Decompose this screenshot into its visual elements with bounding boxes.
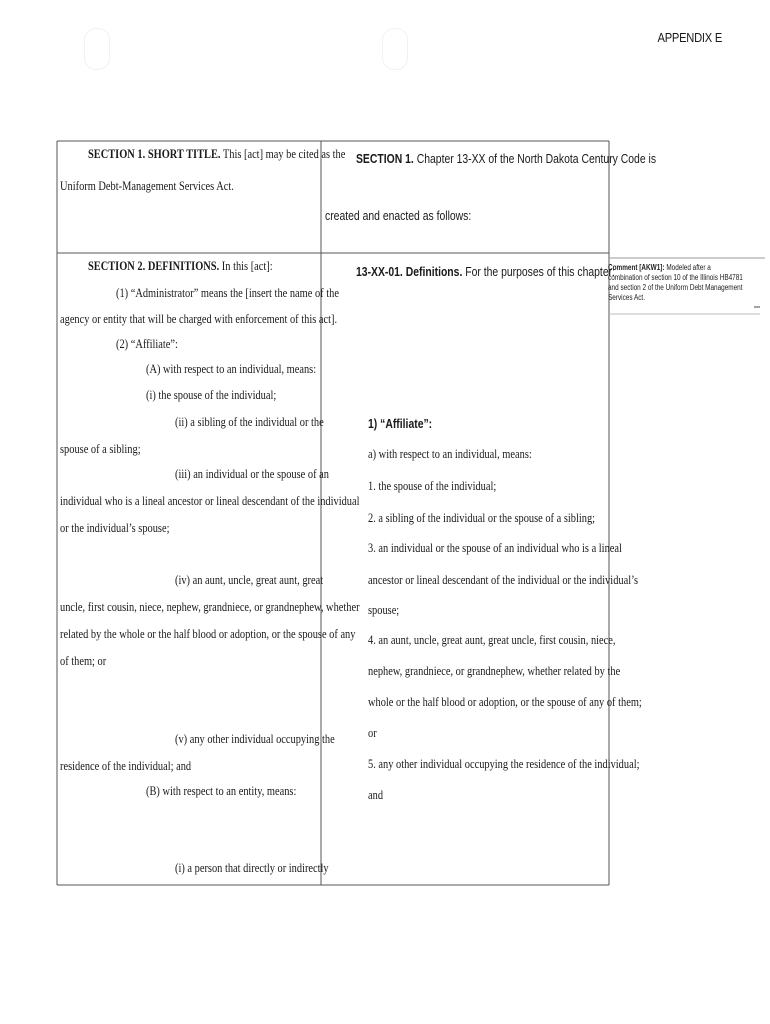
left-section1-heading: SECTION 1. SHORT TITLE. [88,146,221,161]
left-section1-line [88,146,345,161]
def2A-ii-line-a: (ii) a sibling of the individual or the [175,414,324,429]
def2A-iii-line-b: individual who is a lineal ancestor or lineal descendant of the individual [60,493,360,508]
right-item-3-line-a: 3. an individual or the spouse of an individual who is a lineal [368,540,622,555]
left-section2-text: In this [act]: [221,258,273,273]
left-section1-text-cont: Uniform Debt-Management Services Act. [60,178,234,193]
review-comment[interactable] [606,260,756,314]
def2A-i-line: (i) the spouse of the individual; [146,387,277,402]
right-definitions-heading: 13-XX-01. Definitions. [356,264,463,279]
right-item-3-line-c: spouse; [368,602,400,617]
appendix-label: APPENDIX E [657,30,722,45]
def2A-iv-line-d: of them; or [60,653,107,668]
right-section1-heading: SECTION 1. [356,151,414,166]
right-item-3-line-b: ancestor or lineal descendant of the individual or the individual’s [368,572,639,587]
comment-text-c: and section 2 of the Uniform Debt Management [608,283,743,292]
right-section1-text: Chapter 13-XX of the North Dakota Century Code is [416,151,657,166]
def2A-iv-line-c: related by the whole or the half blood or adoption, or the spouse of any [60,626,356,641]
def2-line: (2) “Affiliate”: [116,336,178,351]
right-affiliate-heading: 1) “Affiliate”: [368,416,433,431]
right-item-4-line-d: or [368,725,377,740]
def2A-ii-line-b: spouse of a sibling; [60,441,141,456]
def2A-iii-line-a: (iii) an individual or the spouse of an [175,466,329,481]
comment-text-b: combination of section 10 of the Illinois HB4781 [608,273,743,282]
right-item-4-line-b: nephew, grandniece, or grandnephew, whether related by the [368,663,621,678]
right-section1-line [356,151,656,166]
right-item-and: and [368,787,384,802]
def2A-iv-line-a: (iv) an aunt, uncle, great aunt, great [175,572,324,587]
left-section2-heading: SECTION 2. DEFINITIONS. [88,258,220,273]
def2A-iii-line-c: or the individual’s spouse; [60,520,170,535]
def2A-v-line-a: (v) any other individual occupying the [175,731,335,746]
def2A-line: (A) with respect to an individual, means: [146,361,317,376]
comment-text-d: Services Act. [608,293,645,302]
left-section2-line [88,258,273,273]
right-item-5: 5. any other individual occupying the residence of the individual; [368,756,640,771]
comment-label: Comment [AKW1]: [608,263,665,272]
def2B-i-line: (i) a person that directly or indirectly [175,860,329,875]
right-definitions-line [356,264,615,279]
def2B-line: (B) with respect to an entity, means: [146,783,297,798]
def1-line-b: agency or entity that will be charged with enforcement of this act]. [60,311,338,326]
right-item-4-line-a: 4. an aunt, uncle, great aunt, great uncle, first cousin, niece, [368,632,616,647]
comment-line-1 [608,263,711,272]
right-definitions-text: For the purposes of this chapter: [465,264,615,279]
def1-line-a: (1) “Administrator” means the [insert the name of the [116,285,339,300]
def2A-v-line-b: residence of the individual; and [60,758,192,773]
def2A-iv-line-b: uncle, first cousin, niece, nephew, grandniece, or grandnephew, whether [60,599,360,614]
comment-text-a: Modeled after a [666,263,711,272]
right-item-4-line-c: whole or the half blood or adoption, or the spouse of any of them; [368,694,642,709]
right-item-2: 2. a sibling of the individual or the spouse of a sibling; [368,510,596,525]
right-section1-text-cont: created and enacted as follows: [325,208,472,223]
left-section1-text: This [act] may be cited as the [222,146,346,161]
right-item-a: a) with respect to an individual, means: [368,446,532,461]
right-item-1: 1. the spouse of the individual; [368,478,497,493]
